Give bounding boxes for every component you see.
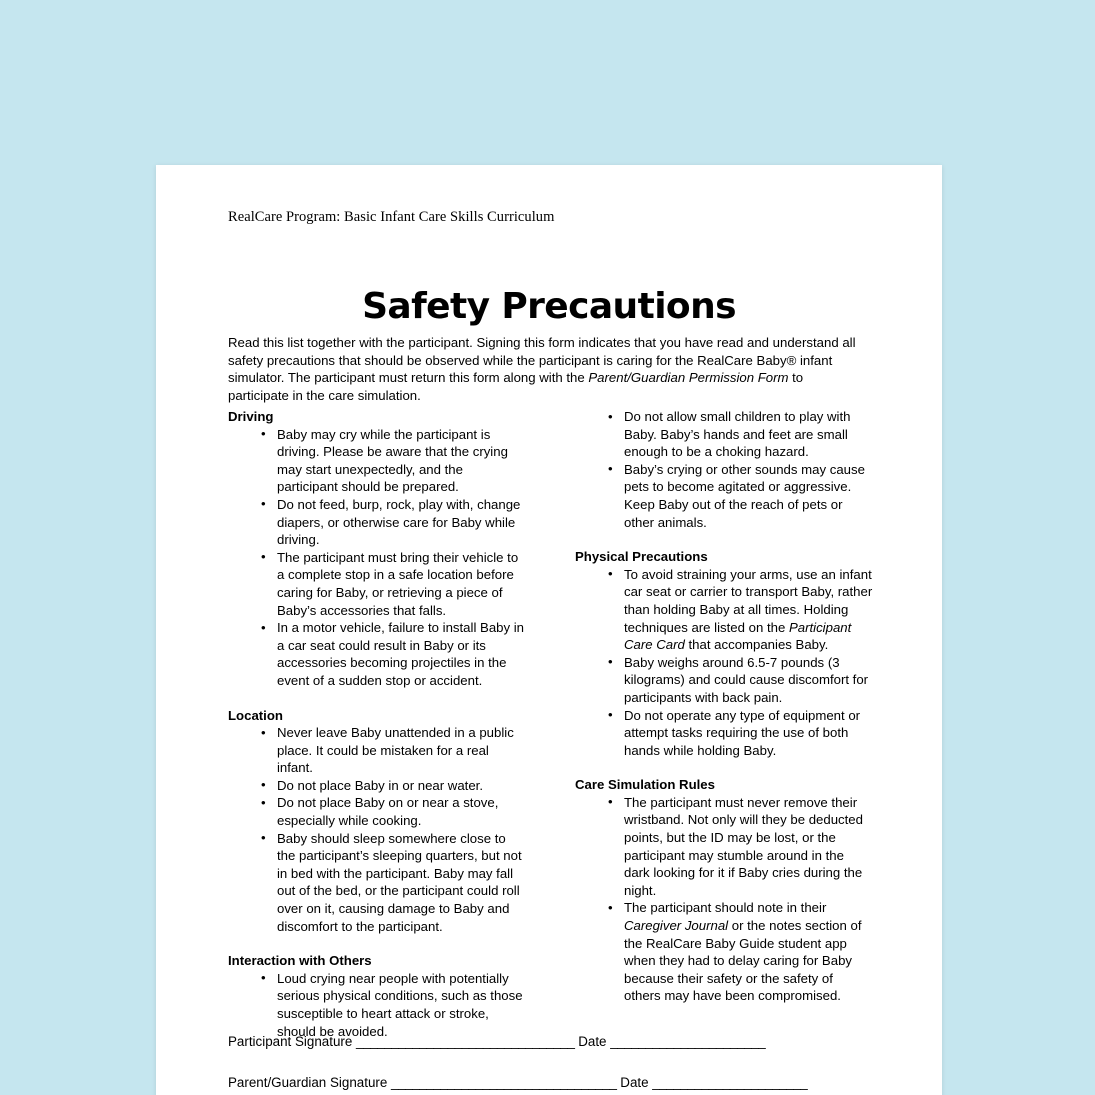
list-item: • The participant must bring their vehicle to a complete stop in a safe location before caring for Baby, or retrieving a piece of Baby’s accessories that falls. [228, 549, 526, 619]
section-driving [228, 408, 526, 690]
section-care-simulation-rules [575, 776, 873, 1005]
guardian-signature-label: Parent/Guardian Signature [228, 1074, 392, 1090]
list-item: • The participant must never remove their wristband. Not only will they be deducted points, but the ID may be lost, or the participant may stumble around in the dark looking for it if Baby cries during the night. [575, 794, 873, 900]
participant-signature-line[interactable]: _______________________________ [356, 1034, 575, 1049]
list-item: • Never leave Baby unattended in a public place. It could be mistaken for a real infant. [228, 724, 526, 777]
physical-precautions-bullet-list [575, 566, 873, 760]
left-column [228, 408, 526, 1040]
participant-date-line[interactable]: ______________________ [610, 1034, 766, 1049]
list-item [575, 566, 873, 654]
body-columns [228, 408, 873, 1039]
list-item-text-part-1: The participant should note in their [624, 900, 827, 916]
section-interaction-with-others [228, 952, 526, 1040]
list-item: • Do not allow small children to play with Baby. Baby’s hands and feet are small enough to be a choking hazard. [575, 408, 873, 461]
list-item: • Do not feed, burp, rock, play with, change diapers, or otherwise care for Baby while driving. [228, 496, 526, 549]
list-item: • Do not place Baby on or near a stove, especially while cooking. [228, 794, 526, 829]
list-item-text-part-1: To avoid straining your arms, use an infant car seat or carrier to transport Baby, rather than holding Baby at all times. Holding techniques are listed on the [624, 566, 873, 635]
participant-signature-row [228, 1033, 888, 1051]
section-heading-physical-precautions: Physical Precautions [575, 549, 708, 565]
guardian-signature-row [228, 1074, 888, 1092]
list-item: • Baby should sleep somewhere close to the participant’s sleeping quarters, but not in bed with the participant. Baby may fall out of the bed, or the participant could roll over on it, causing damage to Baby and discomfort to the participant. [228, 830, 526, 936]
list-item: • Do not place Baby in or near water. [228, 777, 526, 795]
list-item: • Baby’s crying or other sounds may cause pets to become agitated or aggressive. Keep Baby out of the reach of pets or other animals. [575, 461, 873, 531]
section-interaction-continued [575, 408, 873, 531]
intro-text-part-1: Read this list together with the participant. Signing this form indicates that you have read and understand all safety precautions that should be observed while the participant is caring for the RealCare Baby® infant simulator. The participant must return this form along with the [228, 335, 856, 386]
intro-italic-form-name: Parent/Guardian Permission Form [588, 370, 789, 386]
section-heading-care-simulation-rules: Care Simulation Rules [575, 777, 715, 793]
intro-paragraph [228, 334, 860, 404]
list-item: • Do not operate any type of equipment or attempt tasks requiring the use of both hands while holding Baby. [575, 707, 873, 760]
list-item-italic-caregiver-journal: Caregiver Journal [624, 918, 729, 934]
right-column [575, 408, 873, 1005]
section-physical-precautions [575, 548, 873, 759]
list-item: • Loud crying near people with potentially serious physical conditions, such as those susceptible to heart attack or stroke, should be avoided. [228, 970, 526, 1040]
section-location [228, 707, 526, 936]
page-title: Safety Precautions [362, 286, 736, 328]
list-item: • In a motor vehicle, failure to install Baby in a car seat could result in Baby or its accessories becoming projectiles in the event of a sudden stop or accident. [228, 619, 526, 689]
running-header: RealCare Program: Basic Infant Care Skills Curriculum [228, 209, 555, 225]
list-item: • Baby weighs around 6.5-7 pounds (3 kilograms) and could cause discomfort for participants with back pain. [575, 654, 873, 707]
document-page [156, 165, 942, 1095]
guardian-signature-line[interactable]: ________________________________ [391, 1074, 617, 1090]
list-item: • Baby may cry while the participant is driving. Please be aware that the crying may start unexpectedly, and the participant should be prepared. [228, 426, 526, 496]
interaction-bullet-list [228, 970, 526, 1040]
participant-signature-label: Participant Signature [228, 1034, 357, 1049]
section-heading-location: Location [228, 707, 283, 723]
interaction-continued-bullet-list [575, 408, 873, 531]
section-heading-driving: Driving [228, 409, 274, 424]
guardian-date-label: Date [616, 1074, 653, 1090]
participant-date-label: Date [574, 1034, 611, 1049]
list-item-text-part-2: that accompanies Baby. [684, 637, 829, 653]
list-item-text-part-2: or the notes section of the RealCare Baby Guide student app when they had to delay caring for Baby because their safety or the safety of others may have been compromised. [624, 918, 862, 1004]
list-item-italic-care-card: Participant Care Card [624, 619, 852, 653]
section-heading-interaction-with-others: Interaction with Others [228, 953, 372, 969]
signature-block [228, 1033, 888, 1095]
care-simulation-rules-bullet-list [575, 794, 873, 1005]
guardian-date-line[interactable]: ______________________ [652, 1074, 808, 1090]
list-item [575, 899, 873, 1005]
driving-bullet-list [228, 426, 526, 690]
location-bullet-list [228, 724, 526, 935]
intro-text-part-2: to participate in the care simulation. [228, 370, 804, 403]
